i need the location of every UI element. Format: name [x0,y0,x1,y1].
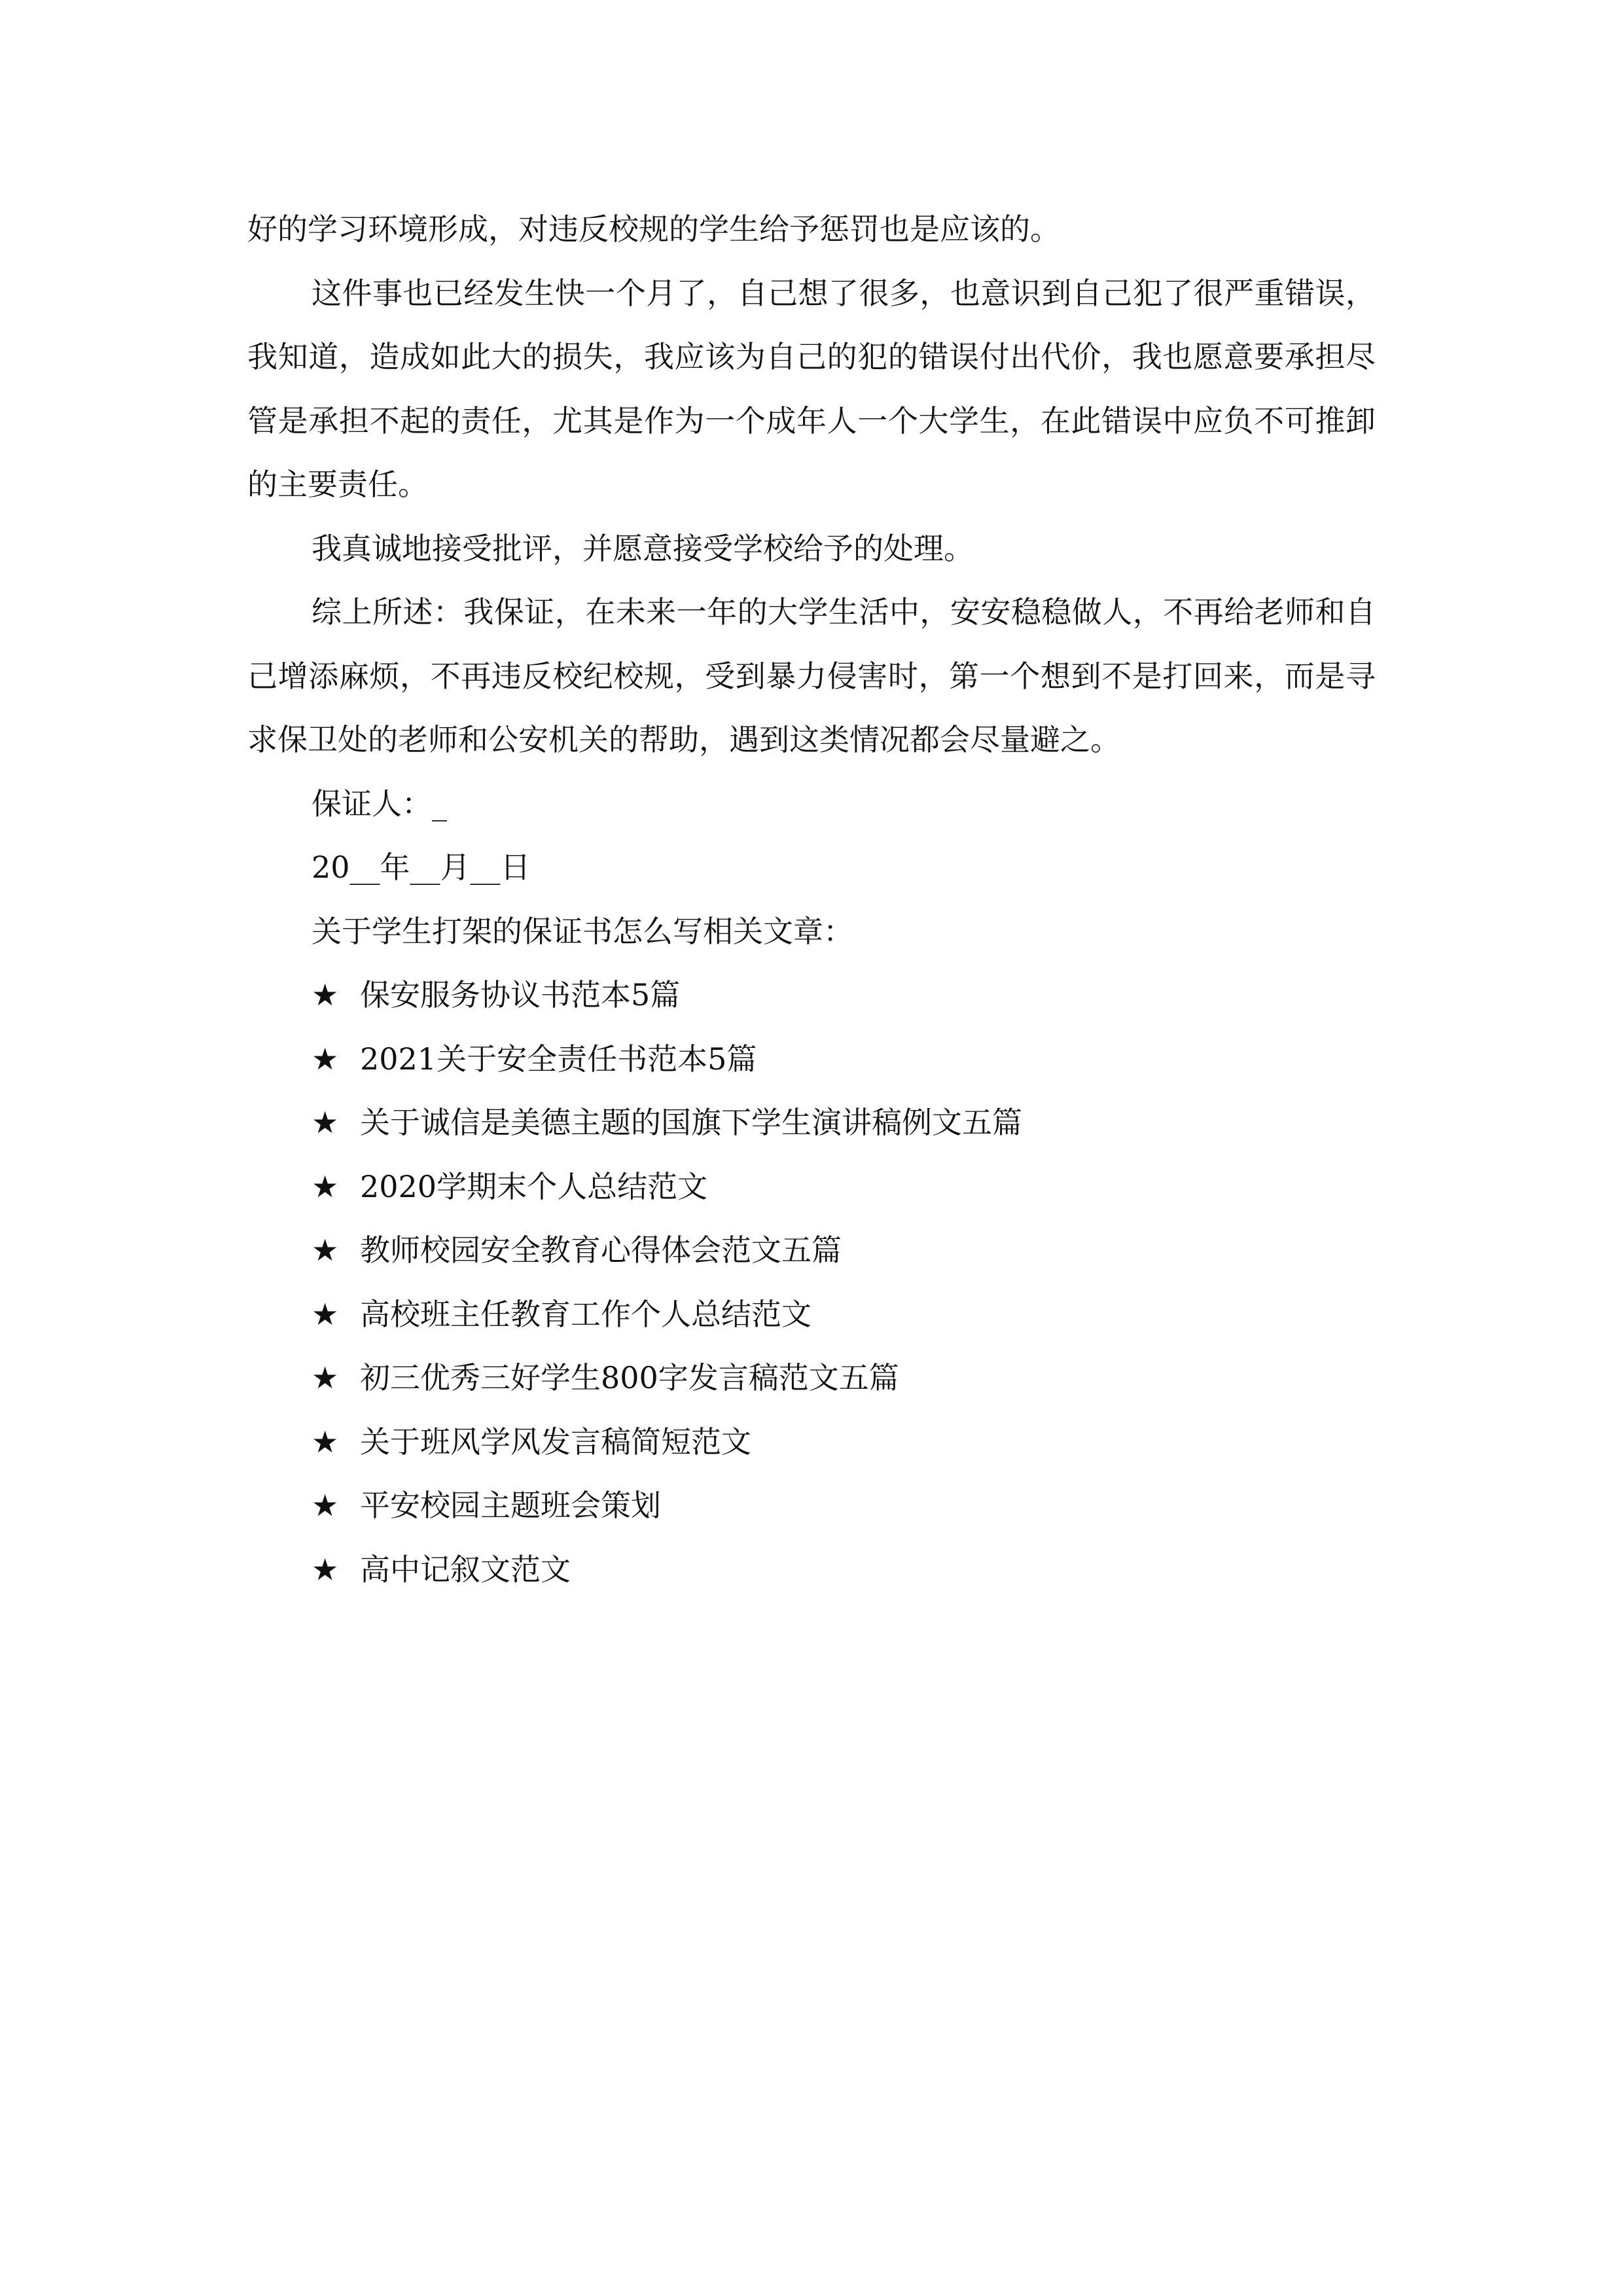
related-article-link[interactable]: 高校班主任教育工作个人总结范文 [360,1296,812,1332]
star-icon: ★ [312,1551,339,1587]
star-icon: ★ [312,1232,339,1268]
related-article-item[interactable] [247,1410,1376,1475]
related-article-item[interactable] [247,1283,1376,1347]
related-article-item[interactable] [247,1091,1376,1155]
related-article-link[interactable]: 2021关于安全责任书范本5篇 [360,1041,757,1077]
related-article-link[interactable]: 平安校园主题班会策划 [360,1488,661,1523]
date-line: 20__年__月__日 [312,850,531,885]
star-icon: ★ [312,1488,339,1523]
star-icon: ★ [312,977,339,1013]
paragraph-summary: 综上所述：我保证，在未来一年的大学生活中，安安稳稳做人，不再给老师和自己增添麻烦，不再违反校纪校规，受到暴力侵害时，第一个想到不是打回来，而是寻求保卫处的老师和公安机关的帮助，遇到这类情况都会尽量避之。 [247,594,1376,757]
star-icon: ★ [312,1424,339,1460]
related-article-link[interactable]: 关于班风学风发言稿简短范文 [360,1424,751,1460]
star-icon: ★ [312,1041,339,1077]
document-body [247,198,1376,1602]
related-article-link[interactable]: 高中记叙文范文 [360,1551,571,1587]
related-article-link[interactable]: 关于诚信是美德主题的国旗下学生演讲稿例文五篇 [360,1105,1022,1140]
related-article-item[interactable] [247,1538,1376,1602]
related-article-link[interactable]: 保安服务协议书范本5篇 [360,977,681,1013]
star-icon: ★ [312,1105,339,1140]
related-article-item[interactable] [247,1346,1376,1410]
related-articles-list [247,963,1376,1602]
related-article-item[interactable] [247,1219,1376,1283]
star-icon: ★ [312,1296,339,1332]
related-article-item[interactable] [247,963,1376,1028]
related-article-item[interactable] [247,1155,1376,1219]
related-heading: 关于学生打架的保证书怎么写相关文章： [312,913,853,949]
guarantor-line: 保证人：_ [312,785,447,821]
related-article-link[interactable]: 2020学期末个人总结范文 [360,1168,708,1204]
related-article-item[interactable] [247,1028,1376,1092]
paragraph-reflection: 这件事也已经发生快一个月了，自己想了很多，也意识到自己犯了很严重错误，我知道，造成如此大的损失，我应该为自己的犯的错误付出代价，我也愿意要承担尽管是承担不起的责任，尤其是作为一个成年人一个大学生，在此错误中应负不可推卸的主要责任。 [247,275,1376,502]
related-article-link[interactable]: 初三优秀三好学生800字发言稿范文五篇 [360,1360,899,1395]
star-icon: ★ [312,1168,339,1204]
related-article-item[interactable] [247,1474,1376,1538]
related-article-link[interactable]: 教师校园安全教育心得体会范文五篇 [360,1232,842,1268]
paragraph-acceptance: 我真诚地接受批评，并愿意接受学校给予的处理。 [312,530,974,566]
star-icon: ★ [312,1360,339,1395]
paragraph-continuation: 好的学习环境形成，对违反校规的学生给予惩罚也是应该的。 [247,211,1060,247]
